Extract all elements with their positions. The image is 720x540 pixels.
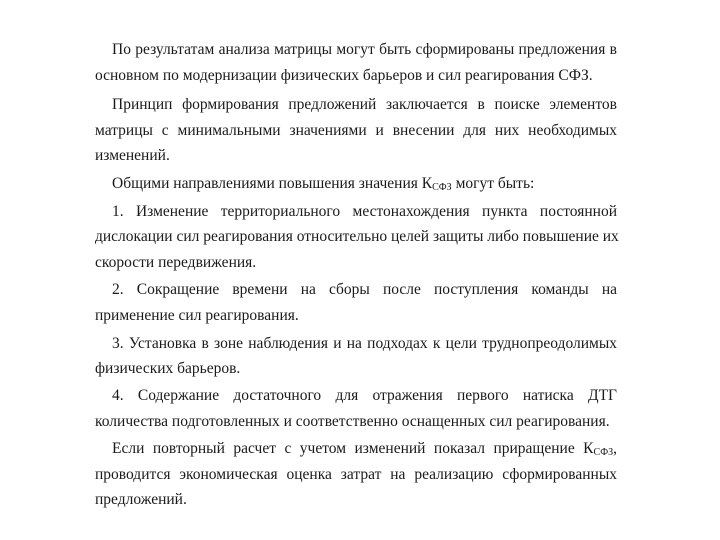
list-item-line: физических барьеров.: [95, 360, 241, 377]
text-line: матрицы с минимальными значениями и внесении для них необходимых: [95, 122, 617, 139]
text-line: [112, 174, 617, 194]
list-item-line: 1. Изменение территориального местонахождения пункта постоянной: [112, 203, 617, 220]
list-item-line: применение сил реагирования.: [95, 307, 299, 324]
list-item-line: 2. Сокращение времени на сборы после поступления команды на: [112, 281, 617, 298]
list-item-line: скорости передвижения.: [95, 254, 257, 271]
text-line: основном по модернизации физических барьеров и сил реагирования СФЗ.: [95, 67, 593, 84]
list-item-line: дислокации сил реагирования относительно целей защиты либо повышение их: [95, 228, 619, 245]
text-fragment: могут быть:: [451, 175, 535, 192]
text-line: [112, 439, 617, 459]
text-line: проводится экономическая оценка затрат на реализацию сформированных: [95, 466, 617, 483]
list-item-line: количества подготовленных и соответственно оснащенных сил реагирования.: [95, 413, 610, 430]
text-line: По результатам анализа матрицы могут быть сформированы предложения в: [112, 41, 617, 58]
text-fragment: Общими направлениями повышения значения К: [112, 175, 433, 192]
text-fragment: Если повторный расчет с учетом изменений показал приращение К: [112, 440, 594, 457]
list-item-line: 4. Содержание достаточного для отражения первого натиска ДТГ: [112, 387, 617, 404]
subscript: СФЗ: [432, 182, 452, 193]
text-fragment: ,: [613, 440, 617, 457]
subscript: СФЗ: [593, 447, 614, 458]
list-item-line: 3. Установка в зоне наблюдения и на подходах к цели труднопреодолимых: [112, 335, 617, 352]
text-line: изменений.: [95, 147, 170, 164]
text-line: Принцип формирования предложений заключается в поиске элементов: [112, 96, 617, 113]
text-line: предложений.: [95, 491, 187, 508]
